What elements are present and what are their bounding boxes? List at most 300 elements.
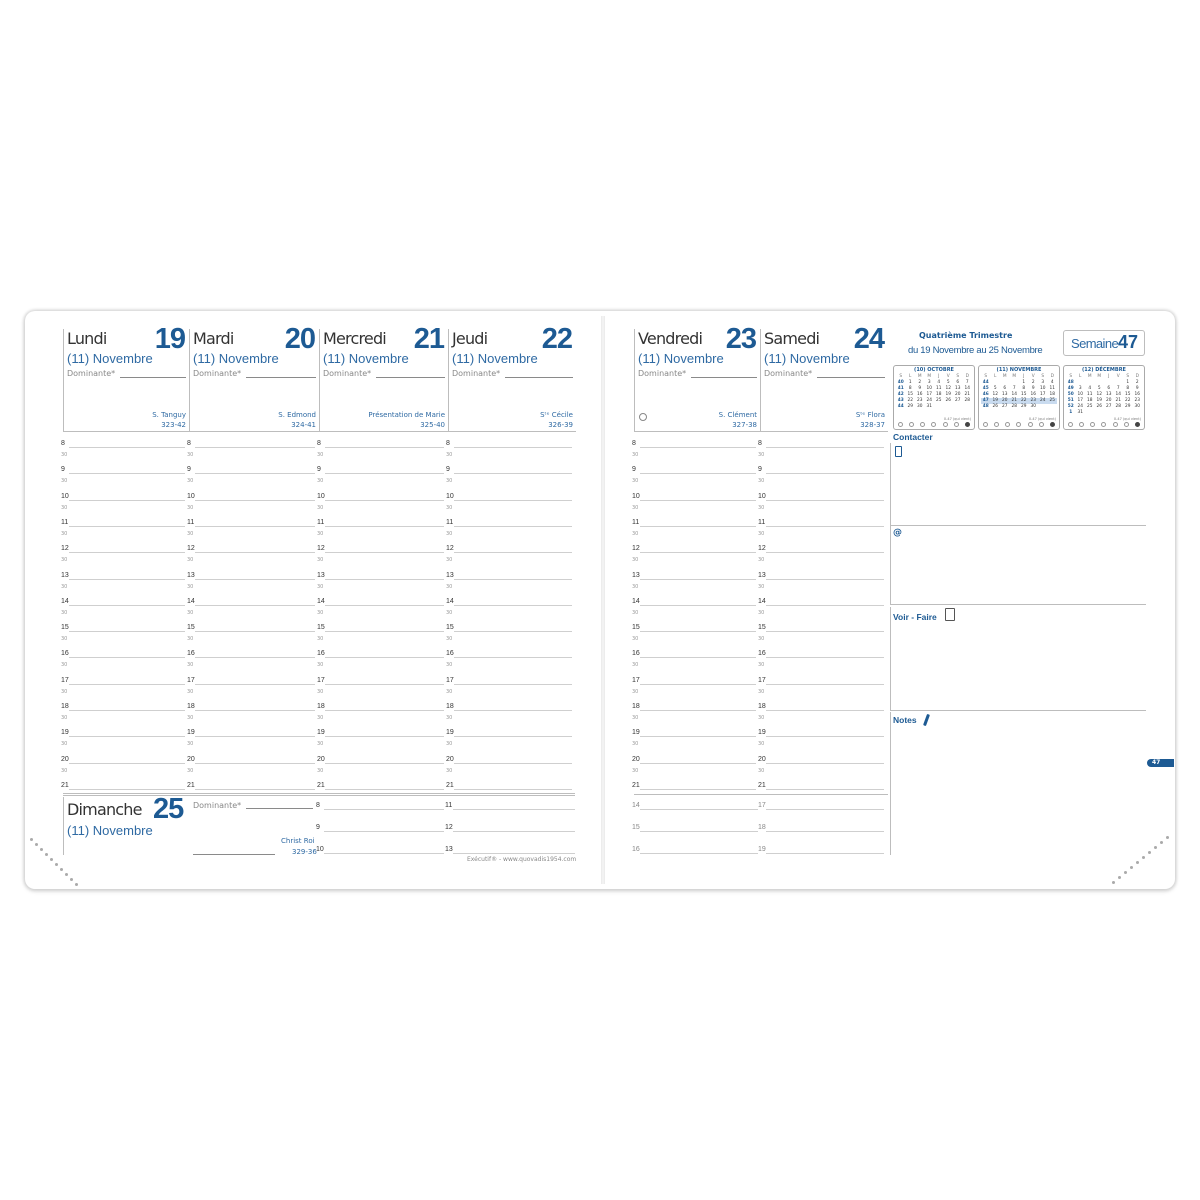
weekday-header: L [909,374,912,379]
mini-calendar-grid [981,374,1057,410]
contact-box[interactable] [890,443,1146,526]
half-hour-marker: 30 [187,662,194,669]
hour-label: 13 [758,571,766,579]
dominante-line[interactable] [817,377,885,378]
half-hour-marker: 30 [61,688,68,695]
date-cell: 13 [1002,392,1008,397]
half-hour-marker: 30 [632,452,639,458]
date-cell: 10 [1077,392,1083,397]
moon-phase-icon [1016,422,1021,427]
date-cell: 4 [937,380,941,385]
hour-line[interactable] [325,789,444,790]
moon-phase-icon [983,422,988,427]
extra-hour-label: 18 [758,824,766,831]
hour-label: 18 [187,703,195,710]
day-name: Mercredi [323,329,386,348]
hour-line[interactable] [766,631,884,632]
weekday-header: S [899,374,903,379]
hour-line[interactable] [69,657,185,658]
hour-line[interactable] [325,447,444,448]
half-hour-marker: 30 [187,557,194,564]
hour-line[interactable] [766,710,884,711]
hour-line[interactable] [766,500,884,501]
dominante-label: Dominante* [67,369,116,378]
weekday-header: V [946,374,950,379]
hour-line[interactable] [69,605,185,606]
week-number-cell: 43 [897,398,904,403]
date-cell: 17 [1040,392,1046,397]
date-cell: 18 [1087,398,1093,403]
hour-line[interactable] [195,631,315,632]
hour-line[interactable] [454,579,572,580]
day-of-year: 324-41 [291,421,316,429]
date-cell: 16 [917,392,923,397]
hour-line[interactable] [195,605,315,606]
hour-line[interactable] [640,631,756,632]
hour-line[interactable] [640,657,756,658]
checkbox-circle-icon[interactable] [639,413,647,421]
date-cell: 11 [1087,392,1093,397]
hour-line[interactable] [325,605,444,606]
hour-line[interactable] [766,552,884,553]
hour-label: 20 [758,755,766,763]
half-hour-marker: 30 [446,715,453,721]
hour-label: 12 [758,545,766,553]
date-cell: 17 [926,392,932,397]
hour-label: 11 [317,518,325,526]
hour-label: 16 [61,650,69,658]
hour-line[interactable] [195,763,315,764]
hour-line[interactable] [69,500,185,501]
hour-line[interactable] [454,657,572,658]
date-cell: 22 [907,398,913,403]
week-number: 47 [1118,332,1139,352]
hour-label: 13 [632,571,640,579]
weekday-header: S [956,374,960,379]
hour-line[interactable] [454,500,572,501]
half-hour-marker: 30 [317,557,324,564]
date-cell: 10 [1040,386,1046,391]
date-cell: 2 [918,380,922,385]
hour-line[interactable] [640,710,756,711]
date-cell: 2 [1135,380,1139,385]
half-hour-marker: 30 [632,688,639,695]
hour-line[interactable] [640,473,756,474]
extra-hour-line[interactable] [766,831,884,832]
moon-phase-icon [1028,422,1033,427]
hour-line[interactable] [195,710,315,711]
hour-line[interactable] [325,500,444,501]
hour-label: 14 [61,597,69,605]
day-month: (11) Novembre [323,351,409,366]
sunday-dominante: Dominante* [193,801,242,810]
hour-line[interactable] [69,579,185,580]
hour-label: 17 [446,676,454,684]
hour-line[interactable] [766,736,884,737]
hour-line[interactable] [640,684,756,685]
dominante-line[interactable] [505,377,573,378]
hour-line[interactable] [454,789,572,790]
dominante-label: Dominante* [638,369,687,378]
day-number: 21 [413,323,444,355]
half-hour-marker: 30 [758,741,765,748]
date-cell: 29 [1125,404,1131,409]
hour-line[interactable] [325,684,444,685]
date-cell [1104,410,1114,416]
half-hour-marker: 30 [446,609,453,616]
half-hour-marker: 30 [61,557,68,564]
date-cell: 8 [1022,386,1026,391]
moon-phase-icon [994,422,999,427]
hour-line[interactable] [454,552,572,553]
mini-calendar-title: (11) NOVEMBRE [996,367,1042,373]
perforation-dot [1118,876,1121,879]
half-hour-marker: 30 [446,741,453,748]
todo-box[interactable] [890,607,1146,711]
half-hour-marker: 30 [446,636,453,643]
half-hour-marker: 30 [317,688,324,695]
hour-label: 21 [317,781,325,789]
hour-line[interactable] [766,473,884,474]
hour-label: 14 [758,597,766,605]
half-hour-marker: 30 [317,662,324,669]
todo-label: Voir - Faire [893,612,937,622]
week-number-cell: 52 [1067,404,1074,409]
half-hour-marker: 30 [632,530,639,537]
hour-line[interactable] [195,500,315,501]
week-number-cell: 47 [982,398,989,403]
date-cell [1085,410,1095,416]
hour-line[interactable] [454,684,572,685]
date-cell: 6 [1003,386,1007,391]
half-hour-marker: 30 [61,583,68,590]
weekday-header: M [1012,374,1017,379]
sunday-hour-line[interactable] [324,831,444,832]
date-cell: 20 [1000,398,1010,404]
date-cell: 24 [1038,398,1048,404]
extra-hour-line[interactable] [640,809,758,810]
hour-line[interactable] [454,473,572,474]
date-cell [1123,410,1133,416]
date-cell: 7 [1012,386,1016,391]
day-header-samedi [760,323,888,432]
hour-label: 20 [61,755,69,763]
date-cell: 26 [1096,404,1102,409]
extra-hour-label: 15 [632,824,640,831]
extra-hour-line[interactable] [766,853,884,854]
half-hour-marker: 30 [632,662,639,669]
week-number-cell: 41 [897,386,904,391]
half-hour-marker: 30 [61,636,68,643]
sunday-name: Dimanche [67,800,142,819]
date-cell: 24 [1077,404,1083,409]
date-cell: 19 [991,398,1001,404]
date-cell: 1 [1022,380,1026,385]
hour-line[interactable] [69,684,185,685]
hour-label: 8 [758,440,762,447]
sunday-dominante-line[interactable] [246,808,313,809]
hour-line[interactable] [69,631,185,632]
hour-line[interactable] [454,631,572,632]
hour-line[interactable] [325,526,444,527]
day-header-lundi [63,323,189,432]
hour-label: 10 [317,492,325,500]
extra-hour-label: 17 [758,802,766,809]
hour-line[interactable] [325,579,444,580]
moon-phase-icon [1090,422,1095,427]
perforation-dot [65,873,68,876]
weekday-header: J [1023,374,1025,379]
day-of-year: 327-38 [732,421,757,429]
weekday-header: V [1031,374,1035,379]
hour-line[interactable] [640,605,756,606]
half-hour-marker: 30 [446,583,453,590]
hour-label: 13 [317,571,325,579]
date-cell: 12 [1096,392,1102,397]
half-hour-marker: 30 [187,583,194,590]
hour-label: 18 [446,703,454,710]
hour-line[interactable] [640,526,756,527]
hour-line[interactable] [766,684,884,685]
date-cell: 3 [1041,380,1045,385]
saint-name: Sᵗᵉ Flora [855,411,885,419]
perforation-dot [1130,866,1133,869]
extra-hour-line[interactable] [766,809,884,810]
hour-label: 9 [317,466,321,474]
dominante-line[interactable] [120,377,186,378]
notes-box[interactable] [890,712,1146,855]
email-box[interactable] [890,526,1146,605]
day-header-mardi [189,323,319,432]
hour-label: 20 [446,755,454,763]
hour-line[interactable] [325,473,444,474]
sunday-number: 25 [153,793,184,825]
hour-line[interactable] [640,763,756,764]
hour-label: 17 [758,676,766,684]
moon-phase-icon [1005,422,1010,427]
date-cell: 25 [936,398,942,403]
hour-label: 19 [187,729,195,737]
dominante-line[interactable] [376,377,445,378]
half-hour-marker: 30 [187,530,194,537]
hour-label: 18 [317,703,325,710]
hour-label: 16 [632,650,640,658]
dominante-label: Dominante* [452,369,501,378]
half-hour-marker: 30 [632,557,639,564]
hour-line[interactable] [766,763,884,764]
hour-line[interactable] [454,447,572,448]
hour-line[interactable] [69,526,185,527]
half-hour-marker: 30 [61,662,68,669]
date-cell: 27 [1106,404,1112,409]
hour-label: 8 [61,440,65,447]
date-cell: 26 [992,404,998,409]
hour-line[interactable] [69,552,185,553]
weekday-header: J [938,374,940,379]
hour-label: 12 [61,545,69,553]
hour-line[interactable] [454,710,572,711]
hour-line[interactable] [325,657,444,658]
half-hour-marker: 30 [317,636,324,643]
sunday-hour-line[interactable] [453,853,575,854]
hour-line[interactable] [195,447,315,448]
hour-line[interactable] [766,447,884,448]
hour-label: 18 [758,703,766,710]
extra-hour-label: 19 [758,846,766,853]
weekday-header: M [1002,374,1007,379]
hour-line[interactable] [454,736,572,737]
half-hour-marker: 30 [632,583,639,590]
hour-line[interactable] [454,763,572,764]
dominante-line[interactable] [691,377,757,378]
moon-phase-icon [1135,422,1140,427]
day-number: 20 [284,323,315,355]
sunday-hour-line[interactable] [324,853,444,854]
hour-line[interactable] [195,552,315,553]
hour-label: 16 [446,650,454,658]
hour-line[interactable] [195,657,315,658]
hour-label: 21 [61,781,69,789]
hour-line[interactable] [195,684,315,685]
date-cell: 10 [926,386,932,391]
hour-line[interactable] [195,736,315,737]
date-cell: 5 [993,386,997,391]
moon-phase-row [983,422,1055,428]
hour-line[interactable] [69,763,185,764]
weekday-header: D [965,374,969,379]
hour-line[interactable] [325,736,444,737]
date-cell: 14 [1115,392,1121,397]
hour-label: 14 [632,597,640,605]
quarter-title: Quatrième Trimestre [919,331,1013,340]
date-cell: 31 [926,404,932,409]
hour-line[interactable] [195,526,315,527]
date-cell: 8 [1126,386,1130,391]
hour-label: 13 [187,571,195,579]
half-hour-marker: 30 [758,583,765,590]
hour-line[interactable] [195,473,315,474]
hour-line[interactable] [325,552,444,553]
weekday-header: L [994,374,997,379]
perforation-dot [70,878,73,881]
weekday-header: S [1041,374,1045,379]
hour-label: 15 [758,624,766,632]
hour-line[interactable] [325,710,444,711]
hour-line[interactable] [766,526,884,527]
week-tab[interactable] [1147,759,1174,767]
half-hour-marker: 30 [317,583,324,590]
mini-calendar-title: (10) OCTOBRE [914,367,954,373]
half-hour-marker: 30 [61,478,68,485]
hour-line[interactable] [640,500,756,501]
half-hour-marker: 30 [187,504,194,511]
hour-line[interactable] [640,552,756,553]
half-hour-marker: 30 [632,609,639,616]
date-cell: 13 [955,386,961,391]
date-cell: 17 [1077,398,1083,403]
hour-label: 12 [446,545,454,553]
day-of-year: 326-39 [548,421,573,429]
sunday-hour-line[interactable] [453,831,575,832]
hour-line[interactable] [195,579,315,580]
perforation-dot [1148,851,1151,854]
hour-line[interactable] [325,631,444,632]
contact-label: Contacter [893,432,933,442]
date-cell: 4 [1088,386,1092,391]
sunday-hour-line[interactable] [324,809,444,810]
hour-line[interactable] [325,763,444,764]
extra-hour-label: 16 [632,846,640,853]
hour-label: 14 [187,597,195,605]
half-hour-marker: 30 [187,636,194,643]
perforation-dot [1112,881,1115,884]
half-hour-marker: 30 [758,504,765,511]
hour-label: 16 [317,650,325,658]
weekday-header: M [917,374,922,379]
day-number: 24 [853,323,884,355]
hour-line[interactable] [195,789,315,790]
hour-line[interactable] [640,579,756,580]
week-number-cell: 49 [1067,386,1074,391]
half-hour-marker: 30 [61,715,68,721]
hour-line[interactable] [69,710,185,711]
perforation-dot [1124,871,1127,874]
half-hour-marker: 30 [317,452,324,458]
hour-line[interactable] [766,605,884,606]
hour-line[interactable] [640,447,756,448]
hour-line[interactable] [640,789,756,790]
hour-line[interactable] [766,789,884,790]
half-hour-marker: 30 [446,767,453,774]
hour-line[interactable] [766,657,884,658]
moon-phase-icon [920,422,925,427]
hour-line[interactable] [69,736,185,737]
hour-line[interactable] [640,736,756,737]
phone-icon [895,446,902,457]
email-at-icon: @ [893,528,902,538]
sunday-hour-line[interactable] [453,809,575,810]
date-cell: 9 [1031,386,1035,391]
hour-label: 19 [61,729,69,737]
date-cell [1048,404,1058,410]
hour-line[interactable] [69,789,185,790]
hour-line[interactable] [69,473,185,474]
date-cell: 5 [1097,386,1101,391]
half-hour-marker: 30 [61,767,68,774]
hour-label: 19 [758,729,766,737]
perforation-dot [30,838,33,841]
half-hour-marker: 30 [187,715,194,721]
date-cell: 24 [926,398,932,403]
hour-line[interactable] [69,447,185,448]
hour-label: 21 [758,781,766,789]
half-hour-marker: 30 [317,504,324,511]
date-cell: 14 [1011,392,1017,397]
hour-line[interactable] [454,605,572,606]
extra-hour-line[interactable] [640,853,758,854]
hour-line[interactable] [766,579,884,580]
hour-label: 10 [758,492,766,500]
sunday-bottom-line[interactable] [193,854,275,855]
hour-label: 18 [632,703,640,710]
date-cell: 27 [955,398,961,403]
week-number-cell: 45 [982,386,989,391]
date-cell: 16 [1134,392,1140,397]
extra-hour-line[interactable] [640,831,758,832]
hour-line[interactable] [454,526,572,527]
dominante-line[interactable] [246,377,316,378]
date-cell: 3 [1078,386,1082,391]
